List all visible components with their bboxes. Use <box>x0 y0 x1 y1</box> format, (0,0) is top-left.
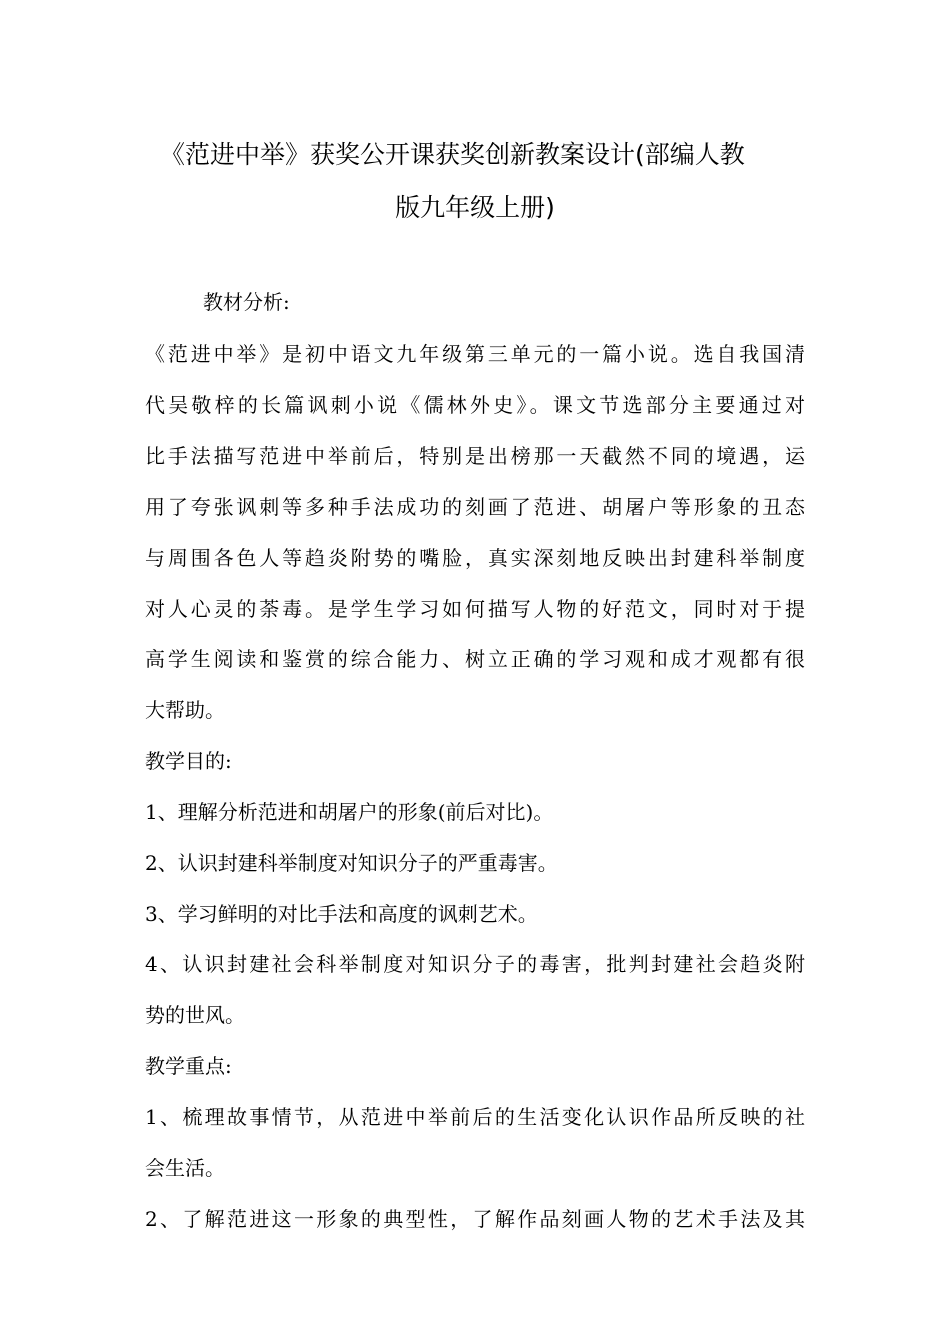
document-title-line-2: 版九年级上册) <box>395 193 555 222</box>
analysis-line: 比手法描写范进中举前后，特别是出榜那一天截然不同的境遇，运 <box>145 444 805 468</box>
goal-item: 2、认识封建科举制度对知识分子的严重毒害。 <box>145 851 558 875</box>
analysis-line: 代吴敬梓的长篇讽刺小说《儒林外史》。课文节选部分主要通过对 <box>145 393 805 417</box>
goal-item: 3、学习鲜明的对比手法和高度的讽刺艺术。 <box>145 902 538 926</box>
analysis-line: 大帮助。 <box>145 698 225 722</box>
analysis-line: 高学生阅读和鉴赏的综合能力、树立正确的学习观和成才观都有很 <box>145 647 805 671</box>
focus-item: 会生活。 <box>145 1156 225 1180</box>
goal-item: 4、认识封建社会科举制度对知识分子的毒害，批判封建社会趋炎附 <box>145 952 805 976</box>
section-heading-focus: 教学重点: <box>145 1054 232 1078</box>
section-heading-goals: 教学目的: <box>145 749 232 773</box>
focus-item: 1、梳理故事情节，从范进中举前后的生活变化认识作品所反映的社 <box>145 1105 805 1129</box>
section-heading-analysis: 教材分析: <box>203 290 290 314</box>
analysis-line: 与周围各色人等趋炎附势的嘴脸，真实深刻地反映出封建科举制度 <box>145 546 805 570</box>
focus-item: 2、了解范进这一形象的典型性，了解作品刻画人物的艺术手法及其 <box>145 1207 805 1231</box>
analysis-line: 《范进中举》是初中语文九年级第三单元的一篇小说。选自我国清 <box>145 342 805 366</box>
goal-item: 1、理解分析范进和胡屠户的形象(前后对比)。 <box>145 800 554 824</box>
analysis-line: 用了夸张讽刺等多种手法成功的刻画了范进、胡屠户等形象的丑态 <box>145 495 805 519</box>
document-title-line-1: 《范进中举》获奖公开课获奖创新教案设计(部编人教 <box>160 140 745 169</box>
analysis-line: 对人心灵的荼毒。是学生学习如何描写人物的好范文，同时对于提 <box>145 597 805 621</box>
goal-item: 势的世风。 <box>145 1003 245 1027</box>
